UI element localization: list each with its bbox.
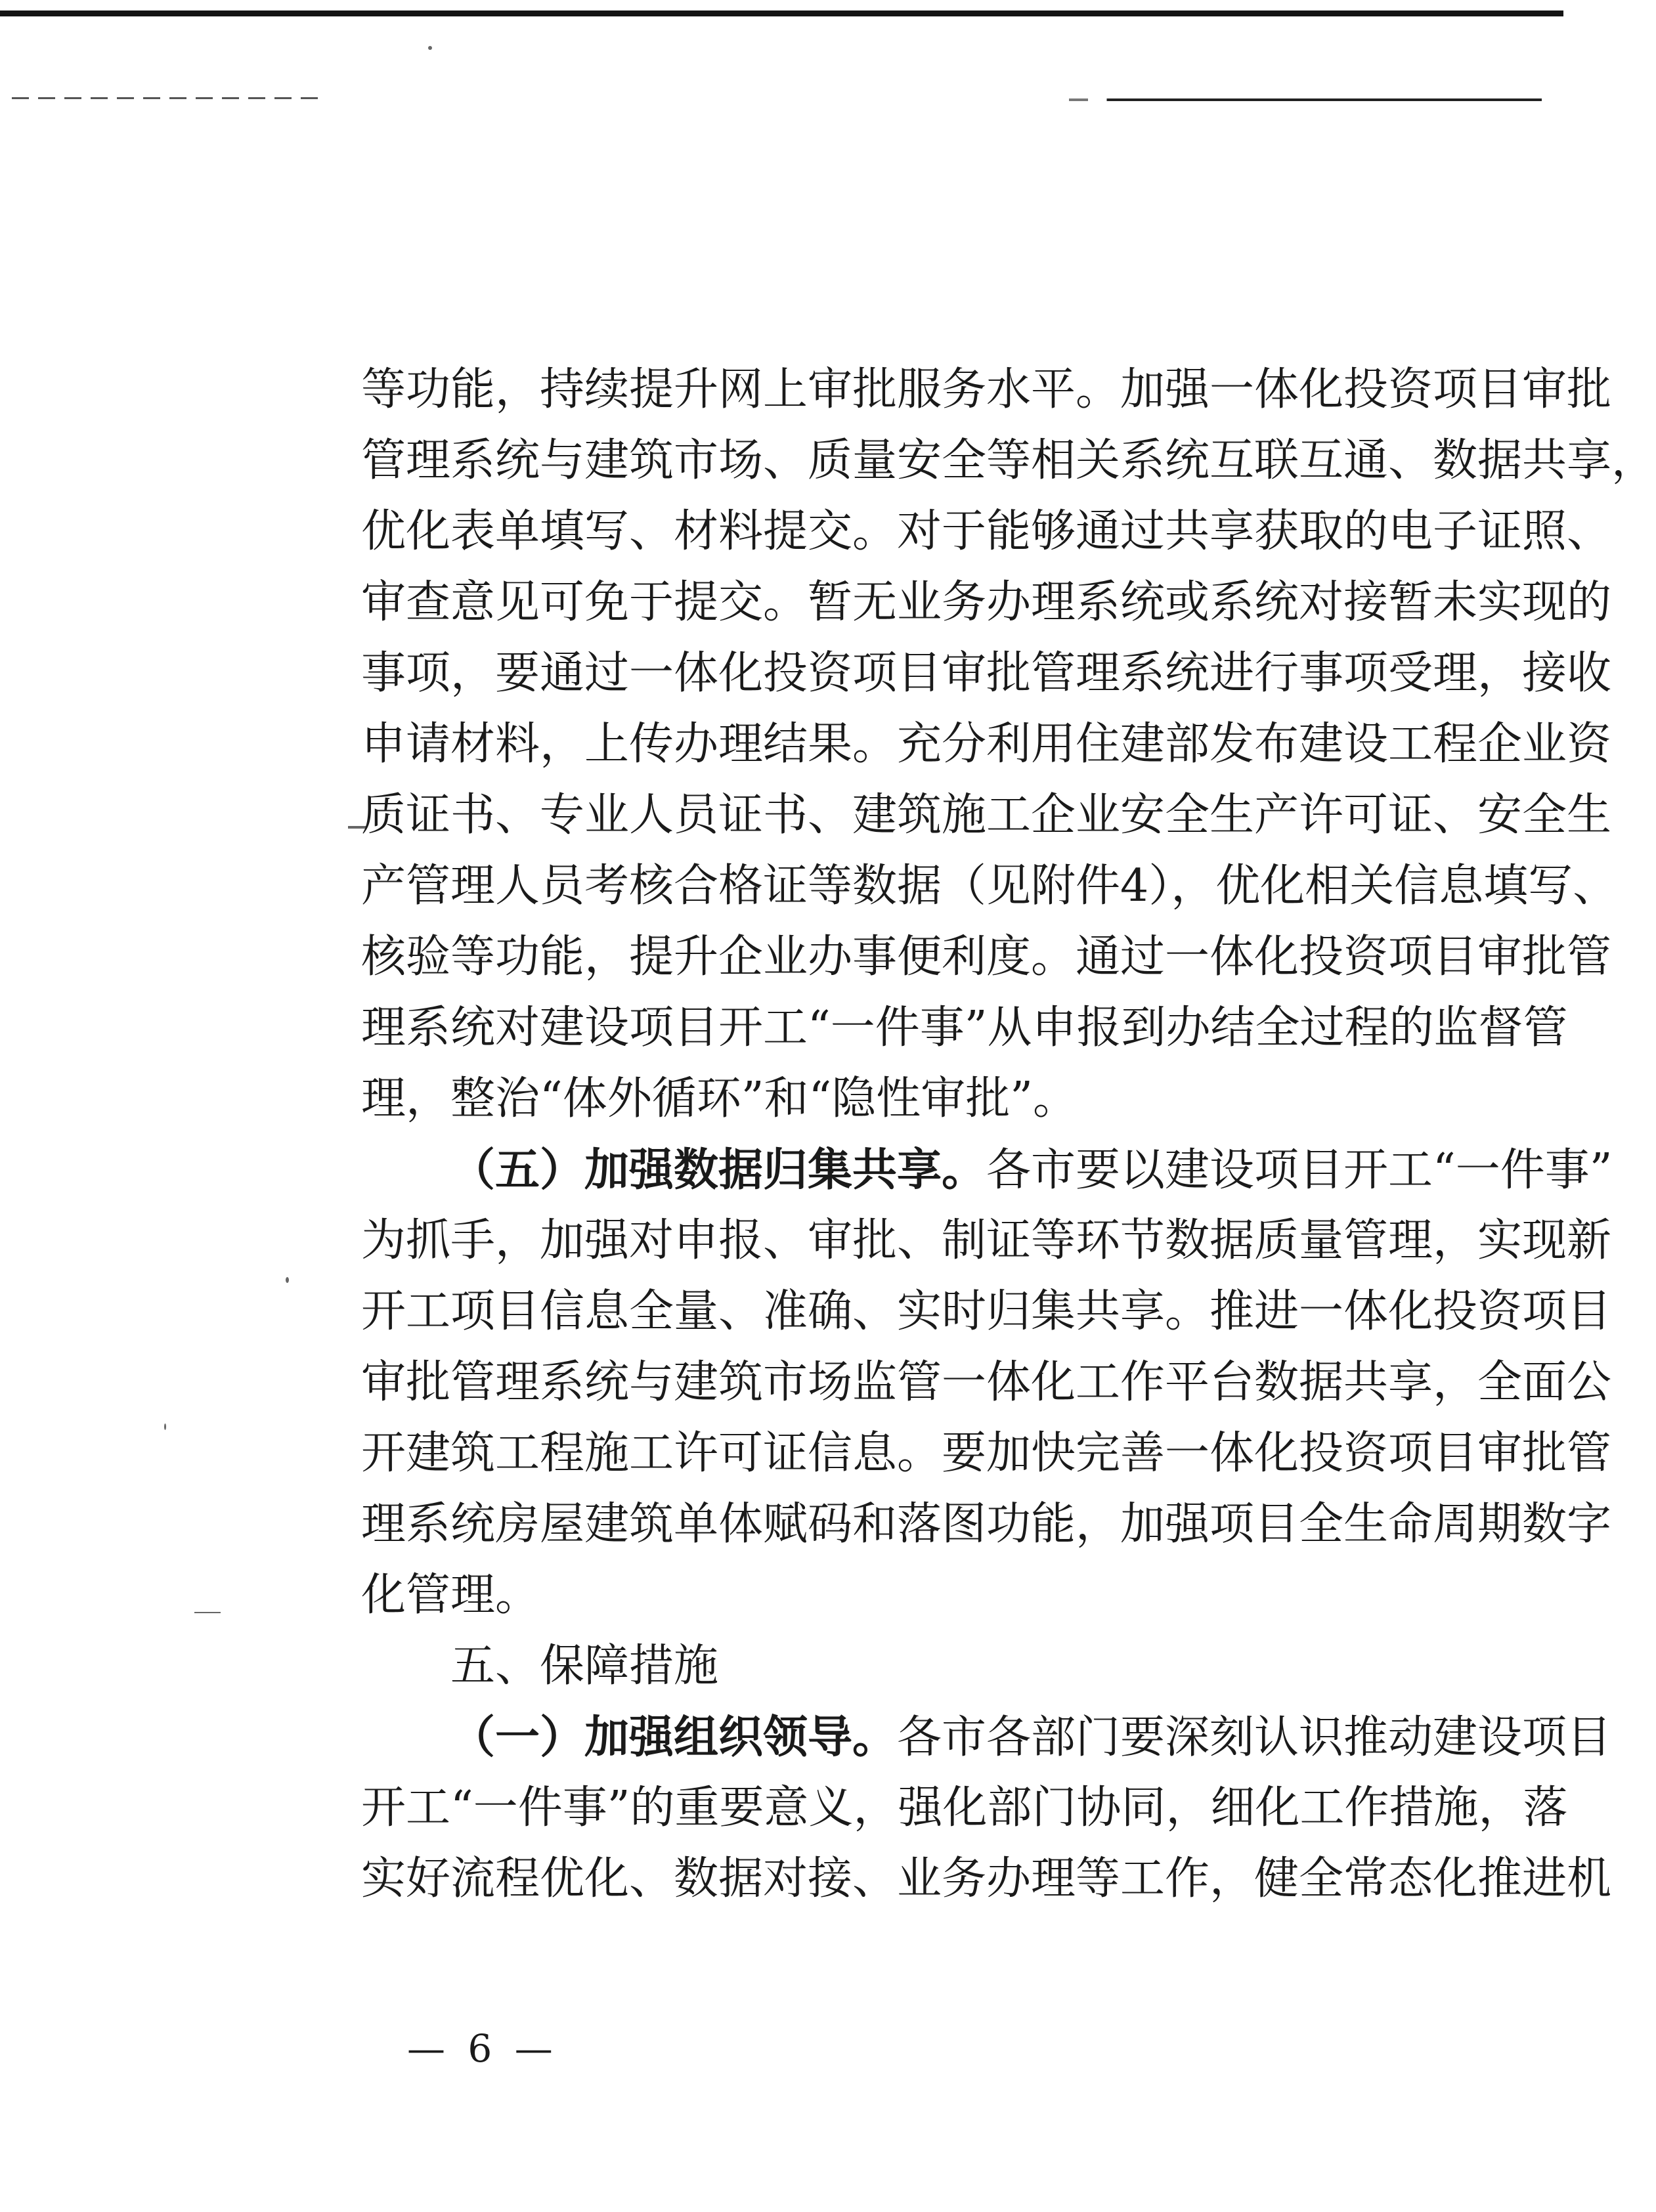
text-line: 审查意见可免于提交。暂无业务办理系统或系统对接暂未实现的 bbox=[361, 576, 1612, 628]
page-number: — 6 — bbox=[407, 2026, 558, 2071]
scan-speck bbox=[428, 46, 432, 50]
text-line: 实好流程优化、数据对接、业务办理等工作，健全常态化推进机 bbox=[361, 1853, 1612, 1905]
section-1-text: 各市各部门要深刻认识推动建设项目 bbox=[897, 1712, 1612, 1764]
text-line: 产管理人员考核合格证等数据（见附件4），优化相关信息填写、 bbox=[361, 860, 1618, 912]
section-5-text: 各市要以建设项目开工“一件事” bbox=[986, 1144, 1613, 1196]
text-line: 为抓手，加强对申报、审批、制证等环节数据质量管理，实现新 bbox=[361, 1215, 1612, 1267]
section-5-heading: （五）加强数据归集共享。 bbox=[450, 1144, 987, 1196]
text-line: 审批管理系统与建筑市场监管一体化工作平台数据共享，全面公 bbox=[361, 1356, 1612, 1408]
scan-artifact-line bbox=[12, 97, 327, 99]
text-line: 开工项目信息全量、准确、实时归集共享。推进一体化投资项目 bbox=[361, 1286, 1612, 1337]
text-line: 化管理。 bbox=[361, 1569, 540, 1621]
scan-speck bbox=[194, 1612, 221, 1613]
text-line: 理系统对建设项目开工“一件事”从申报到办结全过程的监督管 bbox=[361, 1002, 1568, 1054]
chapter-heading: 五、保障措施 bbox=[450, 1640, 719, 1692]
section-5-first-line bbox=[361, 1135, 1613, 1205]
text-line: 优化表单填写、材料提交。对于能够通过共享获取的电子证照、 bbox=[361, 506, 1612, 557]
text-line: 管理系统与建筑市场、质量安全等相关系统互联互通、数据共享， bbox=[361, 435, 1656, 487]
text-line: 事项，要通过一体化投资项目审批管理系统进行事项受理，接收 bbox=[361, 647, 1612, 699]
section-1-first-line bbox=[361, 1702, 1612, 1773]
document-body bbox=[361, 355, 1656, 1915]
scan-speck bbox=[164, 1423, 166, 1430]
text-line: 理，整治“体外循环”和“隐性审批”。 bbox=[361, 1073, 1078, 1125]
scan-speck bbox=[286, 1277, 289, 1283]
text-line: 开工“一件事”的重要意义，强化部门协同，细化工作措施，落 bbox=[361, 1782, 1568, 1834]
section-1-heading: （一）加强组织领导。 bbox=[450, 1711, 898, 1764]
scan-artifact-line bbox=[1069, 98, 1542, 101]
text-line: 理系统房屋建筑单体赋码和落图功能，加强项目全生命周期数字 bbox=[361, 1498, 1612, 1550]
text-line: 质证书、专业人员证书、建筑施工企业安全生产许可证、安全生 bbox=[361, 789, 1612, 841]
text-line: 申请材料，上传办理结果。充分利用住建部发布建设工程企业资 bbox=[361, 718, 1612, 770]
text-line: 等功能，持续提升网上审批服务水平。加强一体化投资项目审批 bbox=[361, 364, 1612, 416]
text-line: 开建筑工程施工许可证信息。要加快完善一体化投资项目审批管 bbox=[361, 1427, 1612, 1479]
text-line: 核验等功能，提升企业办事便利度。通过一体化投资项目审批管 bbox=[361, 931, 1612, 983]
header-rule bbox=[0, 11, 1563, 16]
